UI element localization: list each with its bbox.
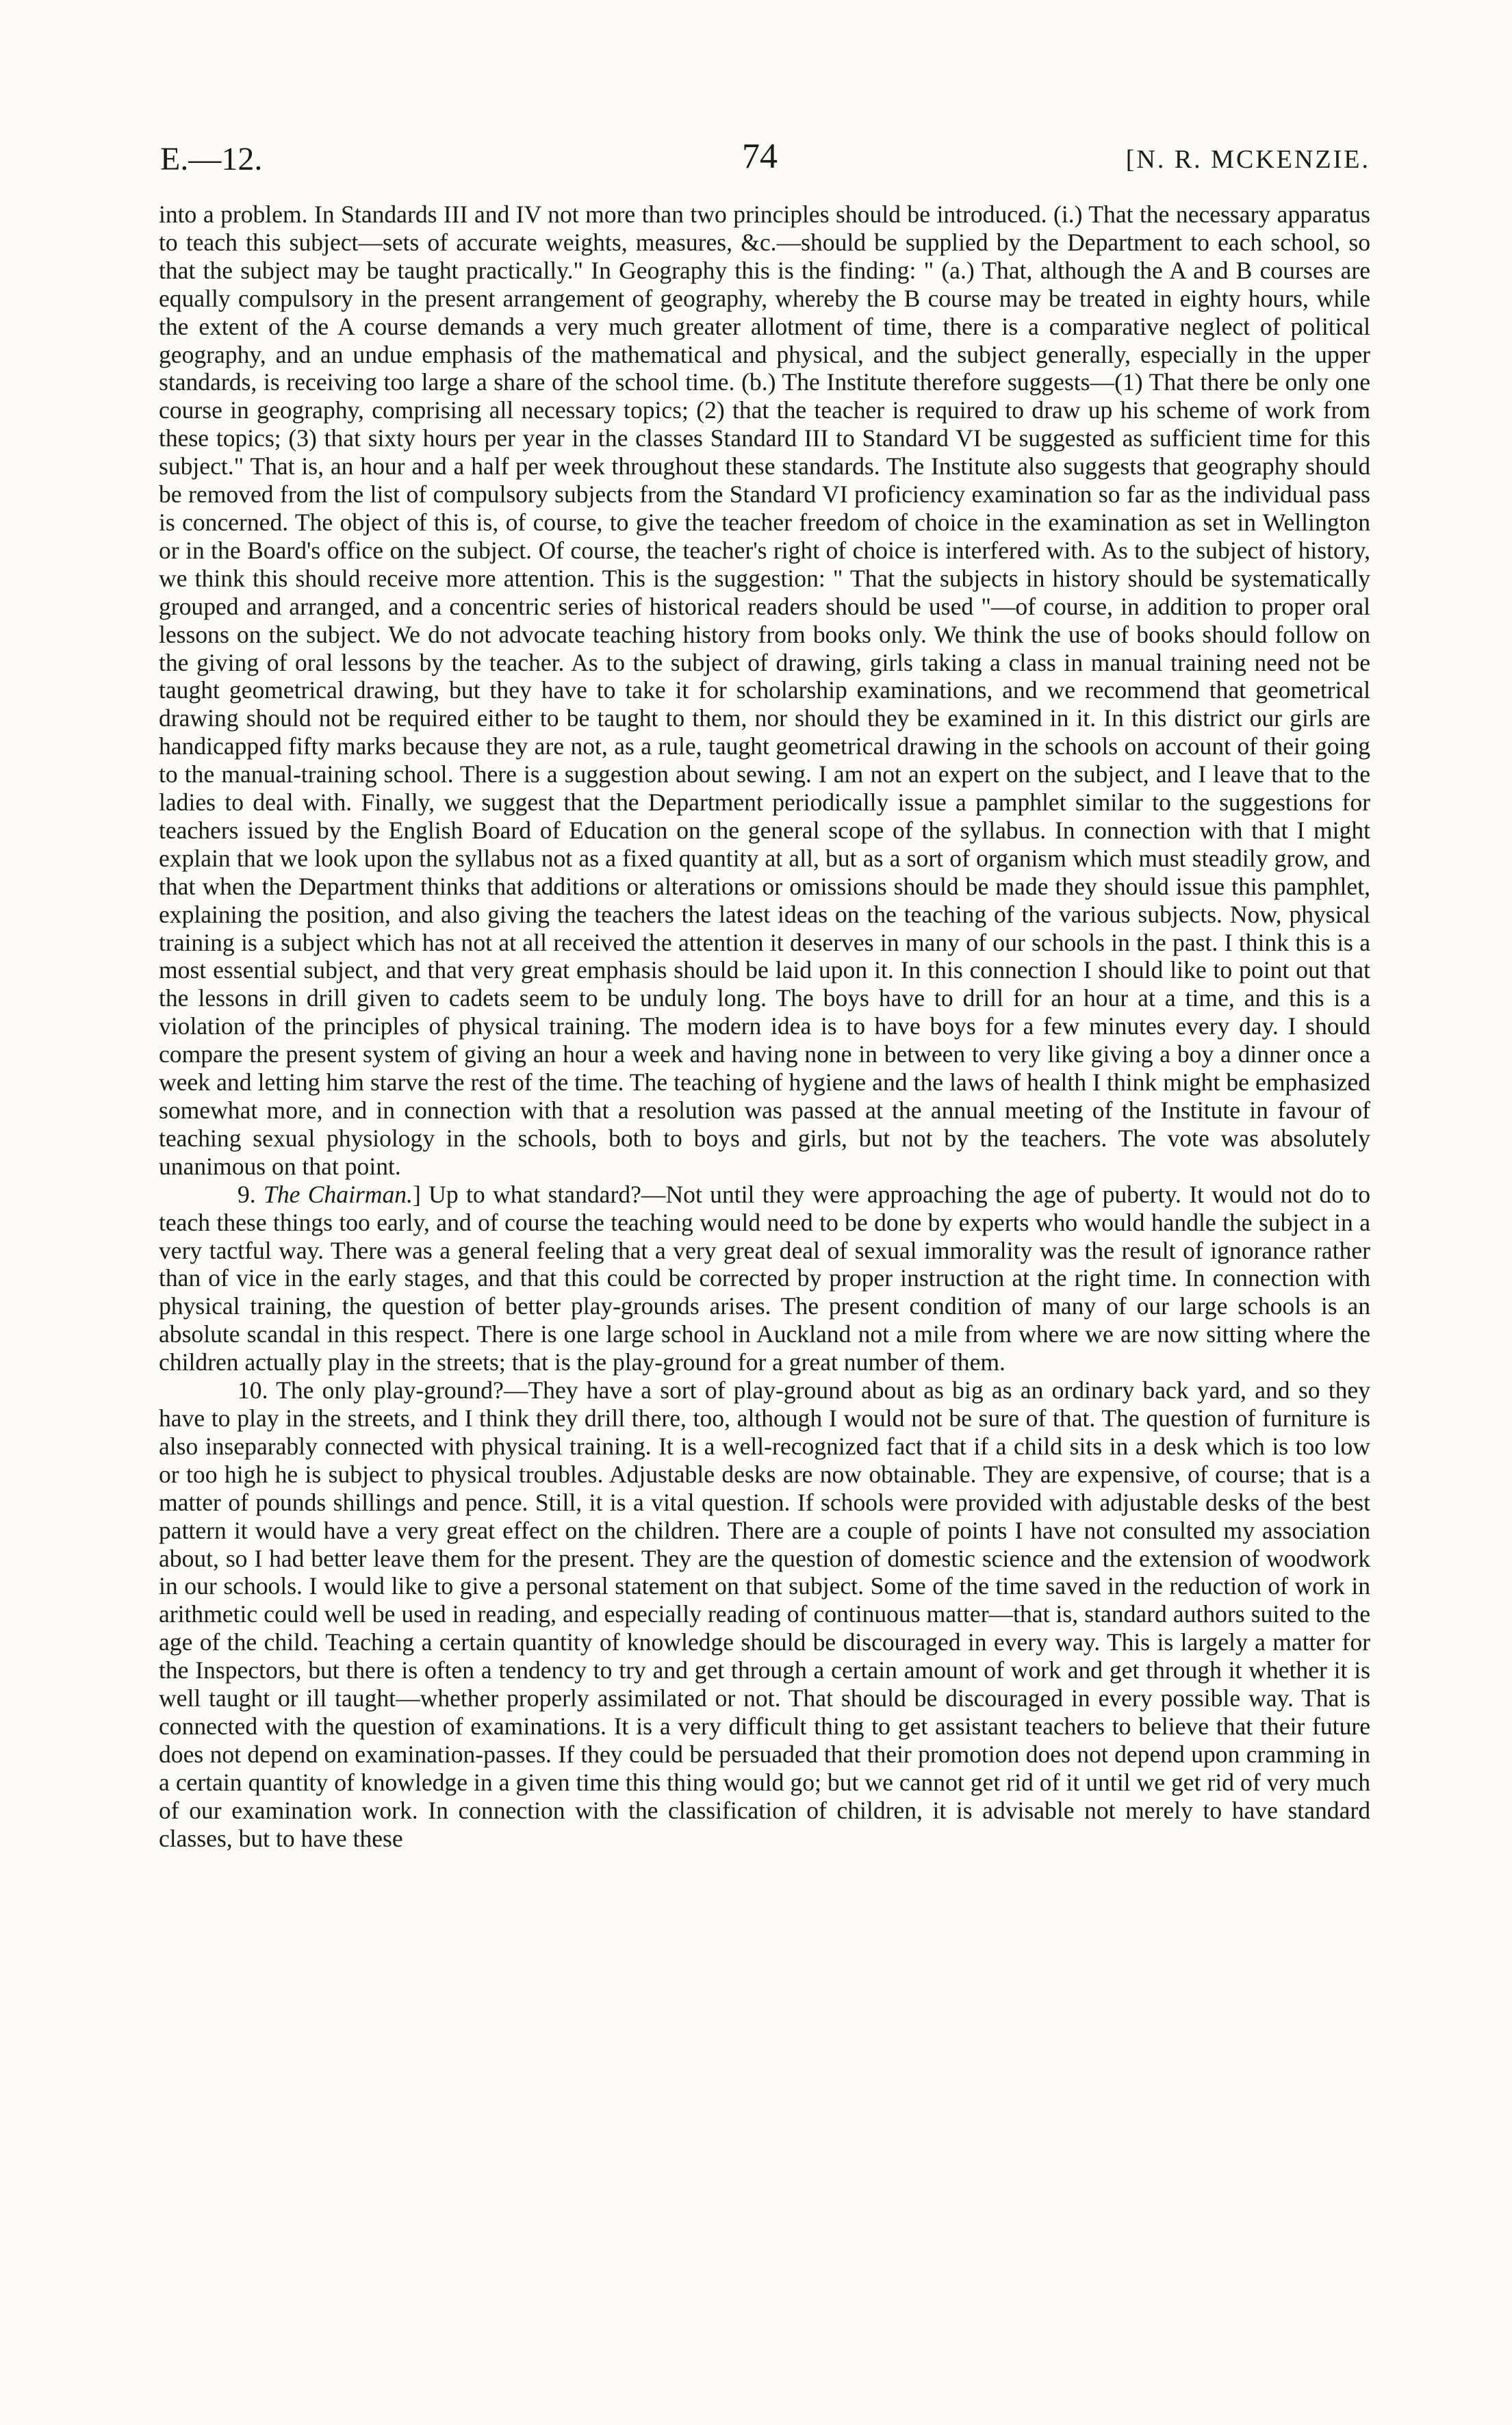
paragraph-text: 10. The only play-ground?—They have a sort of play-ground about as big as an ordinary back yard, and so they have to play in the streets, and I think they drill there, too, although I would not be sure of that. The question of furniture is also inseparably connected with physical training. It is a well-recognized fact that if a child sits in a desk which is too low or too high he is subject to physical troubles. Adjustable desks are now obtainable. They are expensive, of course; that is a matter of pounds shillings and pence. Still, it is a vital question. If schools were provided with adjustable desks of the best pattern it would have a very great effect on the children. There are a couple of points I have not consulted my association about, so I had better leave them for the present. They are the question of domestic science and the extension of woodwork in our schools. I would like to give a personal statement on that subject. Some of the time saved in the reduction of work in arithmetic could well be used in reading, and especially reading of continuous matter—that is, standard authors suited to the age of the child. Teaching a certain quantity of knowledge should be discouraged in every way. This is largely a matter for the Inspectors, but there is often a tendency to try and get through a certain amount of work and get through it whether it is well taught or ill taught—whether properly assimilated or not. That should be discouraged in every possible way. That is connected with the question of examinations. It is a very difficult thing to get assistant teachers to believe that their future does not depend on examination-passes. If they could be persuaded that their promotion does not depend upon cramming in a certain quantity of knowledge in a given time this thing would go; but we cannot get rid of it until we get rid of very much of our examination work. In connection with the classification of children, it is advisable not merely to have standard classes, but to have these xyxy=(159,1376,1370,1852)
page-number: 74 xyxy=(742,137,778,176)
question-number: 9. xyxy=(238,1180,264,1208)
body-text xyxy=(159,201,1370,1852)
speaker-name: The Chairman. xyxy=(264,1180,413,1208)
paragraph xyxy=(159,201,1370,1181)
page-header xyxy=(159,137,1370,188)
report-code: E.—12. xyxy=(160,141,263,177)
witness-name: [N. R. MCKENZIE. xyxy=(1125,145,1370,174)
paragraph xyxy=(159,1181,1370,1376)
paragraph-text: ] Up to what standard?—Not until they were approaching the age of puberty. It would not do to teach these things too early, and of course the teaching would need to be done by experts who would handle the subject in a very tactful way. There was a general feeling that a very great deal of sexual immorality was the result of ignorance rather than of vice in the early stages, and that this could be corrected by proper instruction at the right time. In connection with physical training, the question of better play-grounds arises. The present condition of many of our large schools is an absolute scandal in this respect. There is one large school in Auckland not a mile from where we are now sitting where the children actually play in the streets; that is the play-ground for a great number of them. xyxy=(159,1180,1371,1376)
paragraph-text: into a problem. In Standards III and IV not more than two principles should be introduced. (i.) That the necessary apparatus to teach this subject—sets of accurate weights, measures, &c.—should be supplied by the Department to each school, so that the subject may be taught practically." In Geography this is the finding: " (a.) That, although the A and B courses are equally compulsory in the present arrangement of geography, whereby the B course may be treated in eighty hours, while the extent of the A course demands a very much greater allotment of time, there is a comparative neglect of political geography, and an undue emphasis of the mathematical and physical, and the subject generally, especially in the upper standards, is receiving too large a share of the school time. (b.) The Institute therefore suggests—(1) That there be only one course in geography, comprising all necessary topics; (2) that the teacher is required to draw up his scheme of work from these topics; (3) that sixty hours per year in the classes Standard III to Standard VI be suggested as sufficient time for this subject." That is, an hour and a half per week throughout these standards. The Institute also suggests that geography should be removed from the list of compulsory subjects from the Standard VI proficiency examination so far as the individual pass is concerned. The object of this is, of course, to give the teacher freedom of choice in the examination as set in Wellington or in the Board's office on the subject. Of course, the teacher's right of choice is interfered with. As to the subject of history, we think this should receive more attention. This is the suggestion: " That the subjects in history should be systematically grouped and arranged, and a concentric series of historical readers should be used "—of course, in addition to proper oral lessons on the subject. We do not advocate teaching history from books only. We think the use of books should follow on the giving of oral lessons by the teacher. As to the subject of drawing, girls taking a class in manual training need not be taught geometrical drawing, but they have to take it for scholarship examinations, and we recommend that geometrical drawing should not be required either to be taught to them, nor should they be examined in it. In this district our girls are handicapped fifty marks because they are not, as a rule, taught geometrical drawing in the schools on account of their going to the manual-training school. There is a suggestion about sewing. I am not an expert on the subject, and I leave that to the ladies to deal with. Finally, we suggest that the Department periodically issue a pamphlet similar to the suggestions for teachers issued by the English Board of Education on the general scope of the syllabus. In connection with that I might explain that we look upon the syllabus not as a fixed quantity at all, but as a sort of organism which must steadily grow, and that when the Department thinks that additions or alterations or omissions should be made they should issue this pamphlet, explaining the position, and also giving the teachers the latest ideas on the teaching of the various subjects. Now, physical training is a subject which has not at all received the attention it deserves in many of our schools in the past. I think this is a most essential subject, and that very great emphasis should be laid upon it. In this connection I should like to point out that the lessons in drill given to cadets seem to be unduly long. The boys have to drill for an hour at a time, and this is a violation of the principles of physical training. The modern idea is to have boys for a few minutes every day. I should compare the present system of giving an hour a week and having none in between to very like giving a boy a dinner once a week and letting him starve the rest of the time. The teaching of hygiene and the laws of health I think might be emphasized somewhat more, and in connection with that a resolution was passed at the annual meeting of the Institute in favour of teaching sexual physiology in the schools, both to boys and girls, but not by the teachers. The vote was absolutely unanimous on that point. xyxy=(159,201,1370,1180)
paragraph xyxy=(159,1376,1370,1852)
